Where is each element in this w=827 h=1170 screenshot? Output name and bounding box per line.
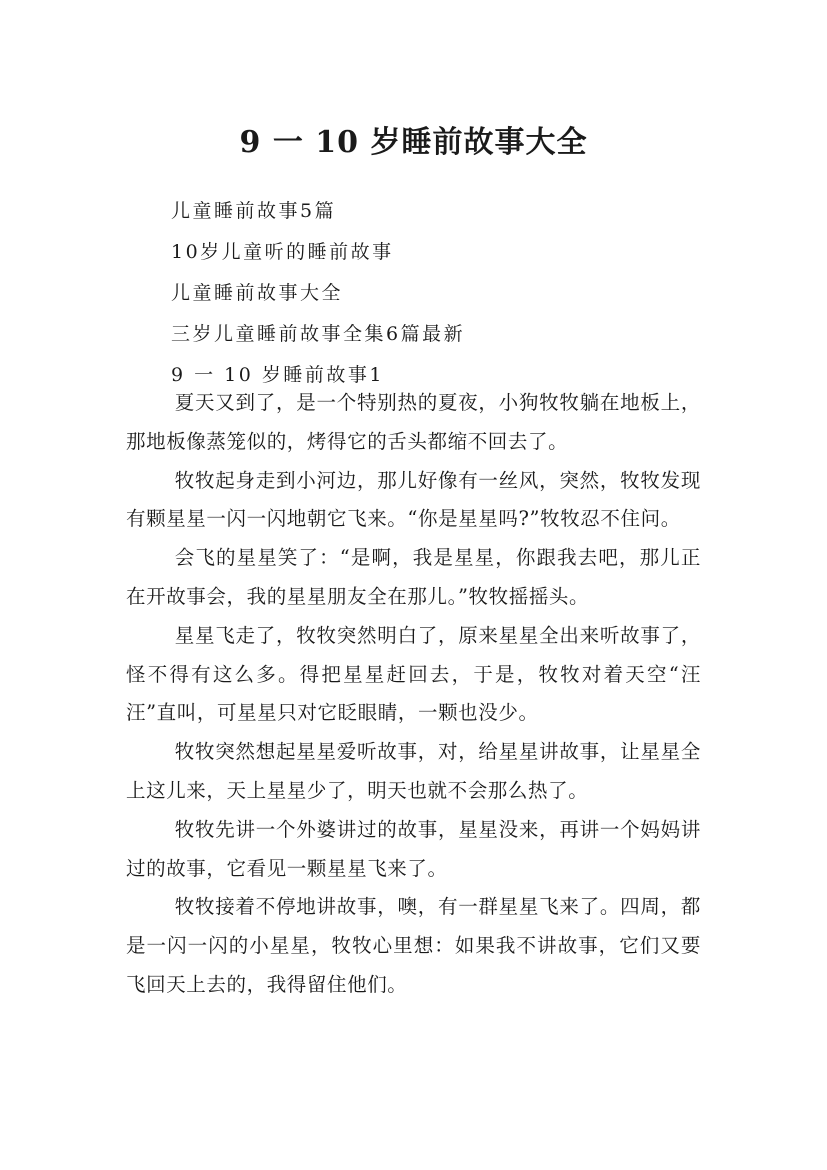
- toc-item: 9 一 10 岁睡前故事1: [171, 364, 384, 386]
- paragraph: 会飞的星星笑了：“是啊，我是星星，你跟我去吧，那儿正在开故事会，我的星星朋友全在那儿。”牧牧摇摇头。: [126, 546, 701, 608]
- paragraph: 牧牧接着不停地讲故事，噢，有一群星星飞来了。四周，都是一闪一闪的小星星，牧牧心里想：如果我不讲故事，它们又要飞回天上去的，我得留住他们。: [126, 895, 701, 996]
- toc-item: 10岁儿童听的睡前故事: [171, 241, 394, 263]
- paragraph: 夏天又到了，是一个特别热的夏夜，小狗牧牧躺在地板上，那地板像蒸笼似的，烤得它的舌头都缩不回去了。: [126, 391, 701, 453]
- document-title: 9 一 10 岁睡前故事大全: [239, 125, 588, 161]
- paragraph: 星星飞走了，牧牧突然明白了，原来星星全出来听故事了，怪不得有这么多。得把星星赶回去，于是，牧牧对着天空“汪汪”直叫，可星星只对它眨眼睛，一颗也没少。: [126, 623, 701, 725]
- paragraph: 牧牧突然想起星星爱听故事，对，给星星讲故事，让星星全上这儿来，天上星星少了，明天也就不会那么热了。: [126, 740, 701, 802]
- table-of-contents: [171, 197, 465, 402]
- story-body: [126, 384, 701, 1005]
- toc-item: 儿童睡前故事5篇: [171, 200, 337, 222]
- paragraph: 牧牧起身走到小河边，那儿好像有一丝风，突然，牧牧发现有颗星星一闪一闪地朝它飞来。“你是星星吗?”牧牧忍不住问。: [126, 468, 701, 531]
- toc-item: 三岁儿童睡前故事全集6篇最新: [171, 323, 466, 345]
- paragraph: 牧牧先讲一个外婆讲过的故事，星星没来，再讲一个妈妈讲过的故事，它看见一颗星星飞来了。: [126, 817, 701, 880]
- toc-item: 儿童睡前故事大全: [171, 282, 344, 304]
